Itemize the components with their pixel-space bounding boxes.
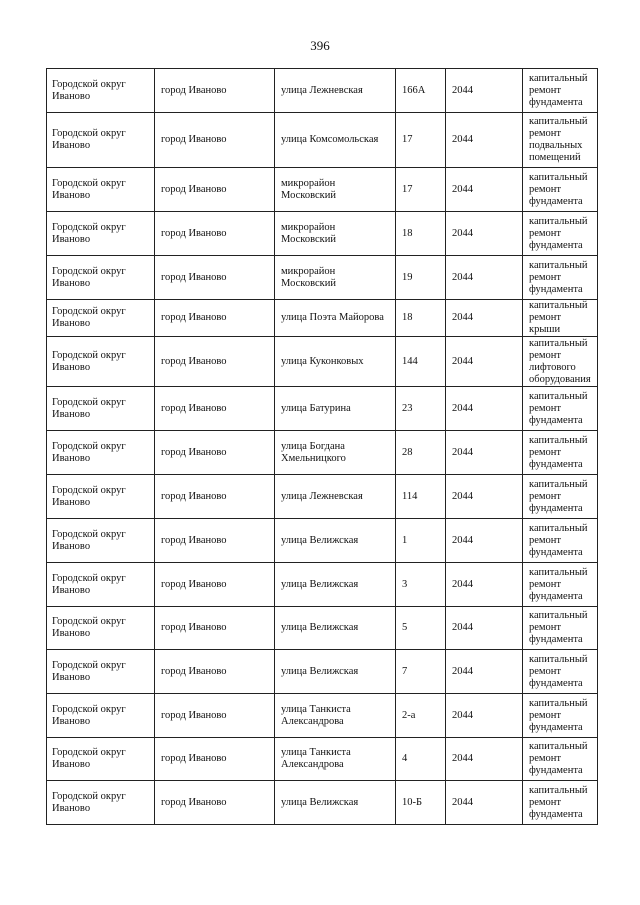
table-row xyxy=(47,781,598,825)
house-number-cell: 4 xyxy=(396,738,446,781)
street-cell: улица Батурина xyxy=(275,387,396,431)
year-cell: 2044 xyxy=(446,475,523,519)
city-cell: город Иваново xyxy=(155,300,275,337)
house-number-cell: 1 xyxy=(396,519,446,563)
table-row xyxy=(47,212,598,256)
city-cell: город Иваново xyxy=(155,387,275,431)
municipality-cell: Городской округ Иваново xyxy=(47,113,155,168)
municipality-cell: Городской округ Иваново xyxy=(47,694,155,738)
municipality-cell: Городской округ Иваново xyxy=(47,563,155,607)
street-cell: улица Комсомольская xyxy=(275,113,396,168)
house-number-cell: 7 xyxy=(396,650,446,694)
house-number-cell: 10-Б xyxy=(396,781,446,825)
house-number-cell: 114 xyxy=(396,475,446,519)
year-cell: 2044 xyxy=(446,256,523,300)
street-cell: улица Велижская xyxy=(275,607,396,650)
year-cell: 2044 xyxy=(446,337,523,387)
work-type-cell: капитальный ремонт фундамента xyxy=(523,212,598,256)
city-cell: город Иваново xyxy=(155,607,275,650)
year-cell: 2044 xyxy=(446,168,523,212)
municipality-cell: Городской округ Иваново xyxy=(47,781,155,825)
work-type-cell: капитальный ремонт фундамента xyxy=(523,387,598,431)
municipality-cell: Городской округ Иваново xyxy=(47,212,155,256)
city-cell: город Иваново xyxy=(155,256,275,300)
table-row xyxy=(47,69,598,113)
street-cell: улица Велижская xyxy=(275,781,396,825)
year-cell: 2044 xyxy=(446,781,523,825)
table-row xyxy=(47,475,598,519)
municipality-cell: Городской округ Иваново xyxy=(47,69,155,113)
year-cell: 2044 xyxy=(446,212,523,256)
work-type-cell: капитальный ремонт фундамента xyxy=(523,738,598,781)
house-number-cell: 18 xyxy=(396,300,446,337)
house-number-cell: 28 xyxy=(396,431,446,475)
house-number-cell: 5 xyxy=(396,607,446,650)
table-row xyxy=(47,431,598,475)
work-type-cell: капитальный ремонт фундамента xyxy=(523,168,598,212)
street-cell: улица Танкиста Александрова xyxy=(275,738,396,781)
city-cell: город Иваново xyxy=(155,563,275,607)
house-number-cell: 2-а xyxy=(396,694,446,738)
work-type-cell: капитальный ремонт фундамента xyxy=(523,519,598,563)
work-type-cell: капитальный ремонт фундамента xyxy=(523,781,598,825)
work-type-cell: капитальный ремонт фундамента xyxy=(523,475,598,519)
table-row xyxy=(47,563,598,607)
table-row xyxy=(47,256,598,300)
work-type-cell: капитальный ремонт фундамента xyxy=(523,650,598,694)
table-row xyxy=(47,738,598,781)
city-cell: город Иваново xyxy=(155,781,275,825)
municipality-cell: Городской округ Иваново xyxy=(47,337,155,387)
city-cell: город Иваново xyxy=(155,431,275,475)
table-row xyxy=(47,337,598,387)
house-number-cell: 17 xyxy=(396,168,446,212)
street-cell: улица Лежневская xyxy=(275,69,396,113)
work-type-cell: капитальный ремонт фундамента xyxy=(523,69,598,113)
table-body xyxy=(47,69,598,825)
street-cell: улица Богдана Хмельницкого xyxy=(275,431,396,475)
year-cell: 2044 xyxy=(446,387,523,431)
house-number-cell: 144 xyxy=(396,337,446,387)
street-cell: улица Танкиста Александрова xyxy=(275,694,396,738)
work-type-cell: капитальный ремонт фундамента xyxy=(523,607,598,650)
municipality-cell: Городской округ Иваново xyxy=(47,431,155,475)
street-cell: улица Велижская xyxy=(275,519,396,563)
house-number-cell: 3 xyxy=(396,563,446,607)
street-cell: улица Куконковых xyxy=(275,337,396,387)
city-cell: город Иваново xyxy=(155,113,275,168)
work-type-cell: капитальный ремонт фундамента xyxy=(523,256,598,300)
table-row xyxy=(47,607,598,650)
municipality-cell: Городской округ Иваново xyxy=(47,738,155,781)
city-cell: город Иваново xyxy=(155,519,275,563)
city-cell: город Иваново xyxy=(155,694,275,738)
page-number: 396 xyxy=(310,38,330,53)
city-cell: город Иваново xyxy=(155,738,275,781)
municipality-cell: Городской округ Иваново xyxy=(47,475,155,519)
city-cell: город Иваново xyxy=(155,212,275,256)
year-cell: 2044 xyxy=(446,607,523,650)
municipality-cell: Городской округ Иваново xyxy=(47,607,155,650)
city-cell: город Иваново xyxy=(155,168,275,212)
work-type-cell: капитальный ремонт фундамента xyxy=(523,431,598,475)
table-row xyxy=(47,694,598,738)
city-cell: город Иваново xyxy=(155,475,275,519)
work-type-cell: капитальный ремонт подвальных помещений xyxy=(523,113,598,168)
table-row xyxy=(47,519,598,563)
city-cell: город Иваново xyxy=(155,69,275,113)
municipality-cell: Городской округ Иваново xyxy=(47,650,155,694)
street-cell: улица Лежневская xyxy=(275,475,396,519)
work-type-cell: капитальный ремонт крыши xyxy=(523,300,598,337)
work-type-cell: капитальный ремонт фундамента xyxy=(523,694,598,738)
street-cell: микрорайон Московский xyxy=(275,168,396,212)
year-cell: 2044 xyxy=(446,738,523,781)
year-cell: 2044 xyxy=(446,694,523,738)
house-number-cell: 18 xyxy=(396,212,446,256)
municipality-cell: Городской округ Иваново xyxy=(47,519,155,563)
house-number-cell: 17 xyxy=(396,113,446,168)
table-row xyxy=(47,113,598,168)
city-cell: город Иваново xyxy=(155,337,275,387)
municipality-cell: Городской округ Иваново xyxy=(47,300,155,337)
street-cell: улица Поэта Майорова xyxy=(275,300,396,337)
repair-schedule-table xyxy=(46,68,598,825)
year-cell: 2044 xyxy=(446,563,523,607)
work-type-cell: капитальный ремонт лифтового оборудования xyxy=(523,337,598,387)
city-cell: город Иваново xyxy=(155,650,275,694)
year-cell: 2044 xyxy=(446,300,523,337)
street-cell: улица Велижская xyxy=(275,563,396,607)
street-cell: микрорайон Московский xyxy=(275,212,396,256)
year-cell: 2044 xyxy=(446,431,523,475)
street-cell: микрорайон Московский xyxy=(275,256,396,300)
year-cell: 2044 xyxy=(446,113,523,168)
municipality-cell: Городской округ Иваново xyxy=(47,168,155,212)
house-number-cell: 23 xyxy=(396,387,446,431)
house-number-cell: 166А xyxy=(396,69,446,113)
work-type-cell: капитальный ремонт фундамента xyxy=(523,563,598,607)
table-row xyxy=(47,300,598,337)
house-number-cell: 19 xyxy=(396,256,446,300)
municipality-cell: Городской округ Иваново xyxy=(47,256,155,300)
table-row xyxy=(47,650,598,694)
year-cell: 2044 xyxy=(446,519,523,563)
year-cell: 2044 xyxy=(446,69,523,113)
year-cell: 2044 xyxy=(446,650,523,694)
table-row xyxy=(47,387,598,431)
table-row xyxy=(47,168,598,212)
street-cell: улица Велижская xyxy=(275,650,396,694)
municipality-cell: Городской округ Иваново xyxy=(47,387,155,431)
